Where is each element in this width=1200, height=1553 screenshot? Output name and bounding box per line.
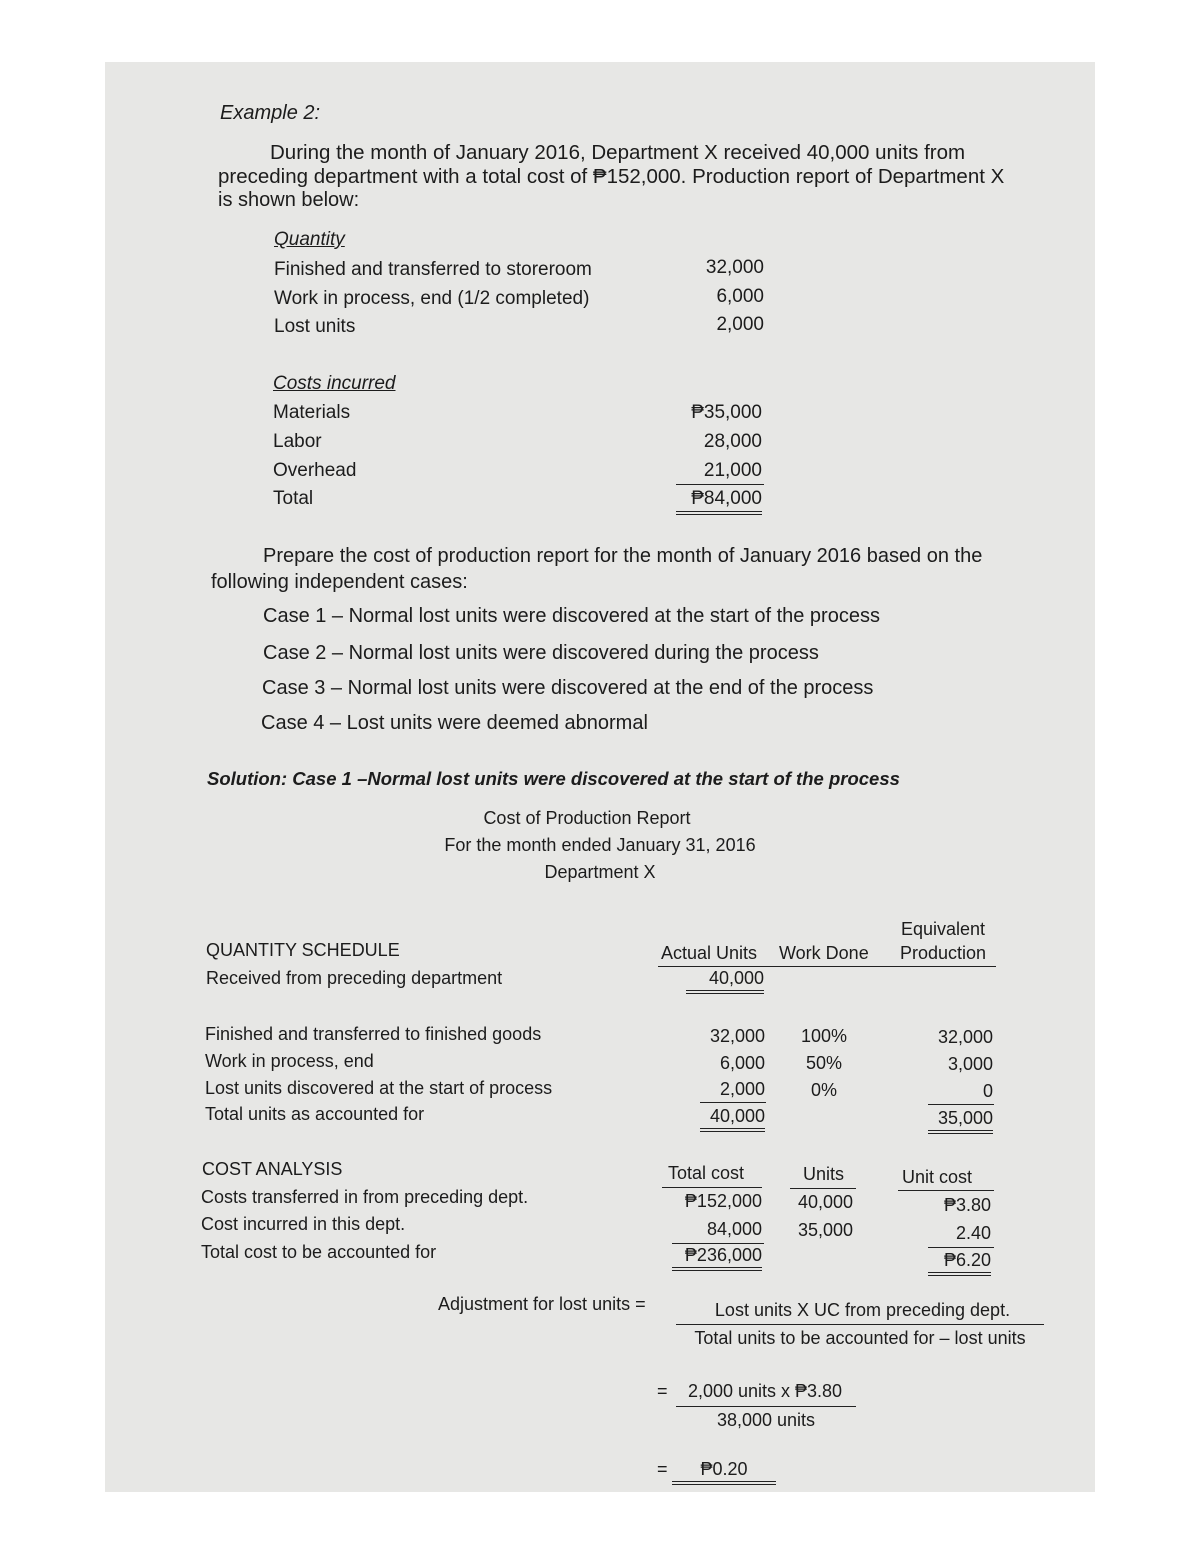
- solution-title: Solution: Case 1 –Normal lost units were discovered at the start of the process: [207, 768, 900, 789]
- received-label: Received from preceding department: [206, 968, 503, 988]
- costs-value-materials: ₱35,000: [691, 402, 762, 423]
- quantity-heading: Quantity: [274, 229, 345, 250]
- ca-total-header-rule: [662, 1187, 762, 1188]
- costs-label-overhead: Overhead: [273, 460, 357, 481]
- ca-row-incurred-label: Cost incurred in this dept.: [201, 1214, 406, 1234]
- costs-value-total: ₱84,000: [676, 488, 762, 515]
- qs-row-finished-label: Finished and transferred to finished goods: [205, 1024, 542, 1044]
- qs-row-lost-equiv: 0: [982, 1081, 993, 1101]
- costs-label-materials: Materials: [273, 402, 351, 423]
- prepare-line-1: Prepare the cost of production report for the month of January 2016 based on the: [263, 545, 983, 567]
- costs-subtotal-rule: [676, 484, 764, 485]
- costs-label-labor: Labor: [273, 431, 322, 452]
- quantity-value-finished: 32,000: [705, 257, 764, 278]
- qs-row-wip-label: Work in process, end: [205, 1051, 374, 1071]
- col-production: Production: [899, 943, 987, 963]
- ca-unitcost-header-rule: [898, 1190, 994, 1191]
- adjustment-calc-denominator: 38,000 units: [716, 1410, 816, 1430]
- qs-row-lost-actual: 2,000: [719, 1079, 765, 1099]
- quantity-label-finished: Finished and transferred to storeroom: [274, 259, 592, 280]
- qs-row-wip-equiv: 3,000: [947, 1054, 993, 1074]
- col-actual-units: Actual Units: [661, 943, 758, 963]
- col-total-cost: Total cost: [668, 1163, 745, 1183]
- ca-row-total-unitcost: ₱6.20: [928, 1250, 991, 1276]
- quantity-value-lost: 2,000: [716, 314, 764, 335]
- col-units: Units: [803, 1164, 845, 1184]
- qs-row-wip-actual: 6,000: [719, 1053, 765, 1073]
- qs-row-finished-equiv: 32,000: [937, 1027, 993, 1047]
- case-4: Case 4 – Lost units were deemed abnormal: [261, 712, 648, 734]
- ca-units-header-rule: [790, 1188, 856, 1189]
- quantity-value-wip: 6,000: [716, 286, 764, 307]
- ca-row-total-total: ₱236,000: [672, 1245, 762, 1271]
- ca-row-transferred-units: 40,000: [797, 1192, 853, 1212]
- cost-analysis-heading: COST ANALYSIS: [202, 1159, 343, 1179]
- quantity-label-wip: Work in process, end (1/2 completed): [274, 288, 590, 309]
- ca-row-total-label: Total cost to be accounted for: [201, 1242, 437, 1262]
- case-2: Case 2 – Normal lost units were discovered during the process: [263, 642, 819, 664]
- intro-line-1: During the month of January 2016, Department X received 40,000 units from: [270, 141, 966, 164]
- qs-row-wip-work: 50%: [805, 1053, 843, 1073]
- report-department: Department X: [544, 862, 656, 882]
- adjustment-calc-fraction-bar: [676, 1406, 856, 1407]
- ca-total-subtotal-rule: [672, 1243, 764, 1244]
- costs-label-total: Total: [273, 488, 314, 509]
- adjustment-fraction-bar: [676, 1324, 1044, 1325]
- ca-row-transferred-unitcost: ₱3.80: [943, 1195, 991, 1215]
- ca-row-incurred-unitcost: 2.40: [955, 1223, 991, 1243]
- costs-value-labor: 28,000: [703, 431, 762, 452]
- qs-row-finished-work: 100%: [800, 1026, 848, 1046]
- ca-unitcost-subtotal-rule: [928, 1247, 994, 1248]
- quantity-schedule-heading: QUANTITY SCHEDULE: [206, 940, 400, 960]
- adjustment-label: Adjustment for lost units =: [438, 1294, 646, 1314]
- qs-row-lost-work: 0%: [810, 1080, 837, 1100]
- col-equivalent: Equivalent: [900, 919, 986, 939]
- adjustment-result: ₱0.20: [672, 1459, 776, 1485]
- quantity-header-rule: [658, 966, 996, 967]
- case-3: Case 3 – Normal lost units were discovered at the end of the process: [262, 677, 874, 699]
- qs-row-finished-actual: 32,000: [709, 1026, 765, 1046]
- qs-row-total-label: Total units as accounted for: [205, 1104, 425, 1124]
- adjustment-equals-1: =: [657, 1381, 668, 1401]
- quantity-label-lost: Lost units: [274, 316, 356, 337]
- received-actual: 40,000: [686, 968, 764, 994]
- ca-row-transferred-total: ₱152,000: [684, 1191, 762, 1211]
- report-title: Cost of Production Report: [483, 808, 691, 828]
- example-title: Example 2:: [220, 102, 321, 124]
- col-unit-cost: Unit cost: [902, 1167, 973, 1187]
- costs-value-overhead: 21,000: [703, 460, 762, 481]
- case-1: Case 1 – Normal lost units were discovered at the start of the process: [263, 605, 880, 627]
- adjustment-calc-numerator: 2,000 units x ₱3.80: [687, 1381, 843, 1401]
- costs-heading: Costs incurred: [273, 373, 396, 394]
- prepare-line-2: following independent cases:: [211, 571, 468, 593]
- qs-actual-subtotal-rule: [700, 1102, 766, 1103]
- qs-row-lost-label: Lost units discovered at the start of process: [205, 1078, 553, 1098]
- ca-row-incurred-units: 35,000: [797, 1220, 853, 1240]
- intro-line-3: is shown below:: [218, 189, 360, 211]
- adjustment-denominator: Total units to be accounted for – lost units: [694, 1328, 1026, 1348]
- col-work-done: Work Done: [779, 943, 869, 963]
- intro-line-2: preceding department with a total cost of ₱152,000. Production report of Department X: [218, 165, 1005, 188]
- ca-row-transferred-label: Costs transferred in from preceding dept.: [201, 1187, 529, 1207]
- adjustment-numerator: Lost units X UC from preceding dept.: [714, 1300, 1011, 1320]
- report-period: For the month ended January 31, 2016: [444, 835, 756, 855]
- qs-equiv-subtotal-rule: [928, 1104, 994, 1105]
- adjustment-equals-2: =: [657, 1459, 668, 1479]
- qs-row-total-actual: 40,000: [700, 1106, 765, 1132]
- qs-row-total-equiv: 35,000: [928, 1108, 993, 1134]
- ca-row-incurred-total: 84,000: [706, 1219, 762, 1239]
